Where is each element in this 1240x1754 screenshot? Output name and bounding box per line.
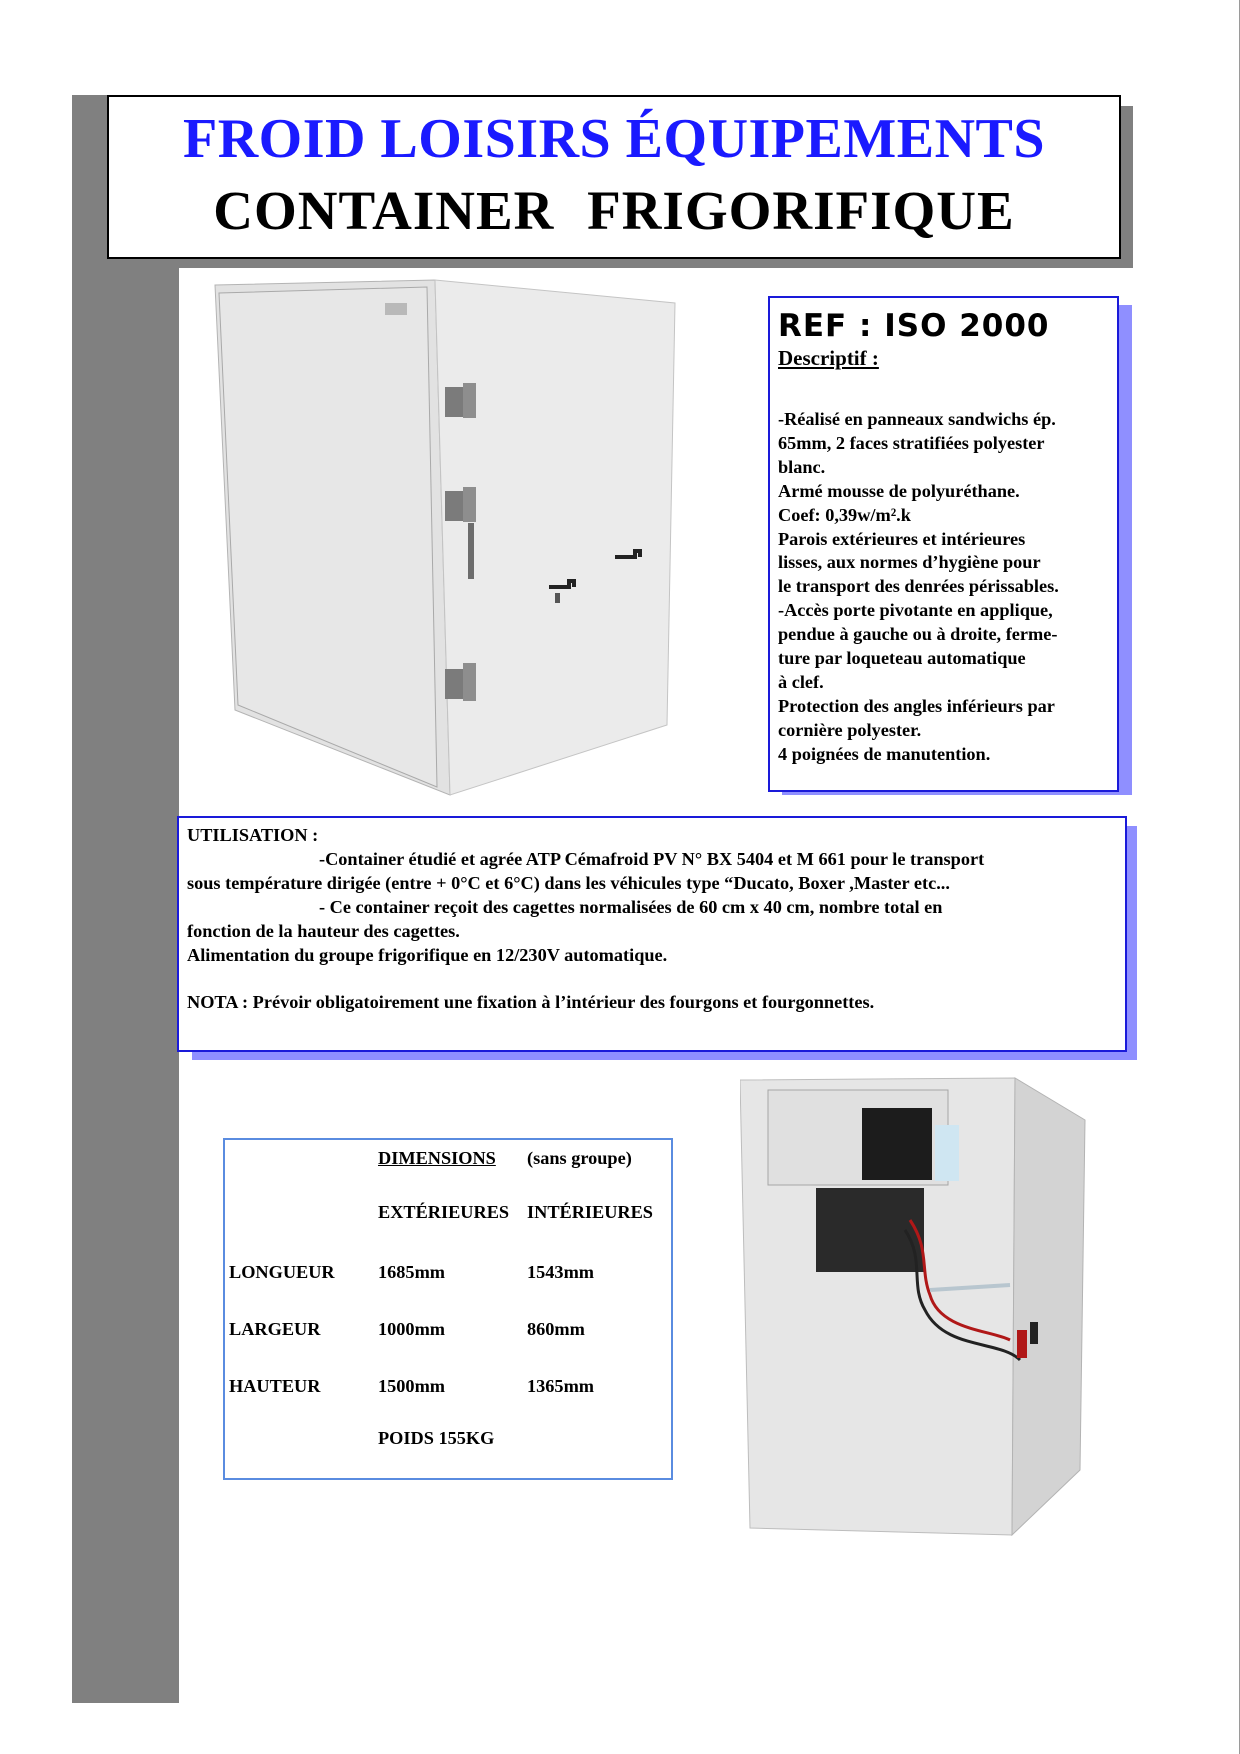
cell-ext: 1685mm <box>378 1262 446 1282</box>
description-line: à clef. <box>778 671 824 692</box>
utilisation-line: - Ce container reçoit des cagettes normalisées de 60 cm x 40 cm, nombre total en <box>319 896 943 917</box>
description-line: Protection des angles inférieurs par <box>778 695 1055 716</box>
cell-int: 1365mm <box>527 1376 595 1396</box>
utilisation-line: Alimentation du groupe frigorifique en 12/230V automatique. <box>187 944 668 965</box>
description-line: lisses, aux normes d’hygiène pour <box>778 552 1041 573</box>
weight: POIDS 155KG <box>378 1428 495 1448</box>
description-line: 65mm, 2 faces stratifiées polyester <box>778 432 1045 453</box>
description-line: -Accès porte pivotante en applique, <box>778 600 1053 621</box>
description-line: ture par loqueteau automatique <box>778 648 1026 669</box>
col-header-exterieures: EXTÉRIEURES <box>378 1202 510 1222</box>
description-line: pendue à gauche ou à droite, ferme- <box>778 624 1058 645</box>
side-bar <box>72 95 179 1703</box>
description-line: cornière polyester. <box>778 719 922 740</box>
description-text <box>778 408 1107 767</box>
ref-title: REF : ISO 2000 <box>778 308 1050 344</box>
row-label-hauteur: HAUTEUR <box>229 1376 321 1396</box>
container-rear-photo <box>740 1070 1100 1540</box>
description-line: Parois extérieures et intérieures <box>778 528 1026 549</box>
utilisation-heading: UTILISATION : <box>187 825 319 845</box>
description-line: Coef: 0,39w/m².k <box>778 504 911 525</box>
utilisation-text <box>187 824 1117 1015</box>
row-label-largeur: LARGEUR <box>229 1319 321 1339</box>
cell-ext: 1500mm <box>378 1376 446 1396</box>
nota-line: NOTA : Prévoir obligatoirement une fixation à l’intérieur des fourgons et fourgonnettes. <box>187 992 875 1013</box>
product-name: CONTAINER FRIGORIFIQUE <box>213 180 1015 241</box>
dimensions-table <box>223 1138 673 1480</box>
col-header-interieures: INTÉRIEURES <box>527 1202 653 1222</box>
reference-box <box>768 296 1119 792</box>
description-line: Armé mousse de polyuréthane. <box>778 480 1020 501</box>
dimensions-note: (sans groupe) <box>527 1148 632 1168</box>
descriptif-heading: Descriptif : <box>778 346 879 370</box>
dimensions-title: DIMENSIONS <box>378 1148 496 1168</box>
title-banner <box>107 95 1121 259</box>
cell-ext: 1000mm <box>378 1319 446 1339</box>
row-label-longueur: LONGUEUR <box>229 1262 335 1282</box>
description-line: -Réalisé en panneaux sandwichs ép. <box>778 409 1056 429</box>
company-name: FROID LOISIRS ÉQUIPEMENTS <box>182 108 1045 170</box>
description-line: le transport des denrées périssables. <box>778 576 1059 597</box>
cell-int: 1543mm <box>527 1262 595 1282</box>
description-line: blanc. <box>778 456 826 477</box>
container-front-photo <box>205 275 705 805</box>
description-line: 4 poignées de manutention. <box>778 743 991 764</box>
utilisation-line: sous température dirigée (entre + 0°C et 6°C) dans les véhicules type “Ducato, Boxer ,Master etc... <box>187 872 950 893</box>
utilisation-line: fonction de la hauteur des cagettes. <box>187 920 460 941</box>
cell-int: 860mm <box>527 1319 585 1339</box>
utilisation-box <box>177 816 1127 1052</box>
utilisation-line: -Container étudié et agrée ATP Cémafroid PV N° BX 5404 et M 661 pour le transport <box>319 848 985 869</box>
